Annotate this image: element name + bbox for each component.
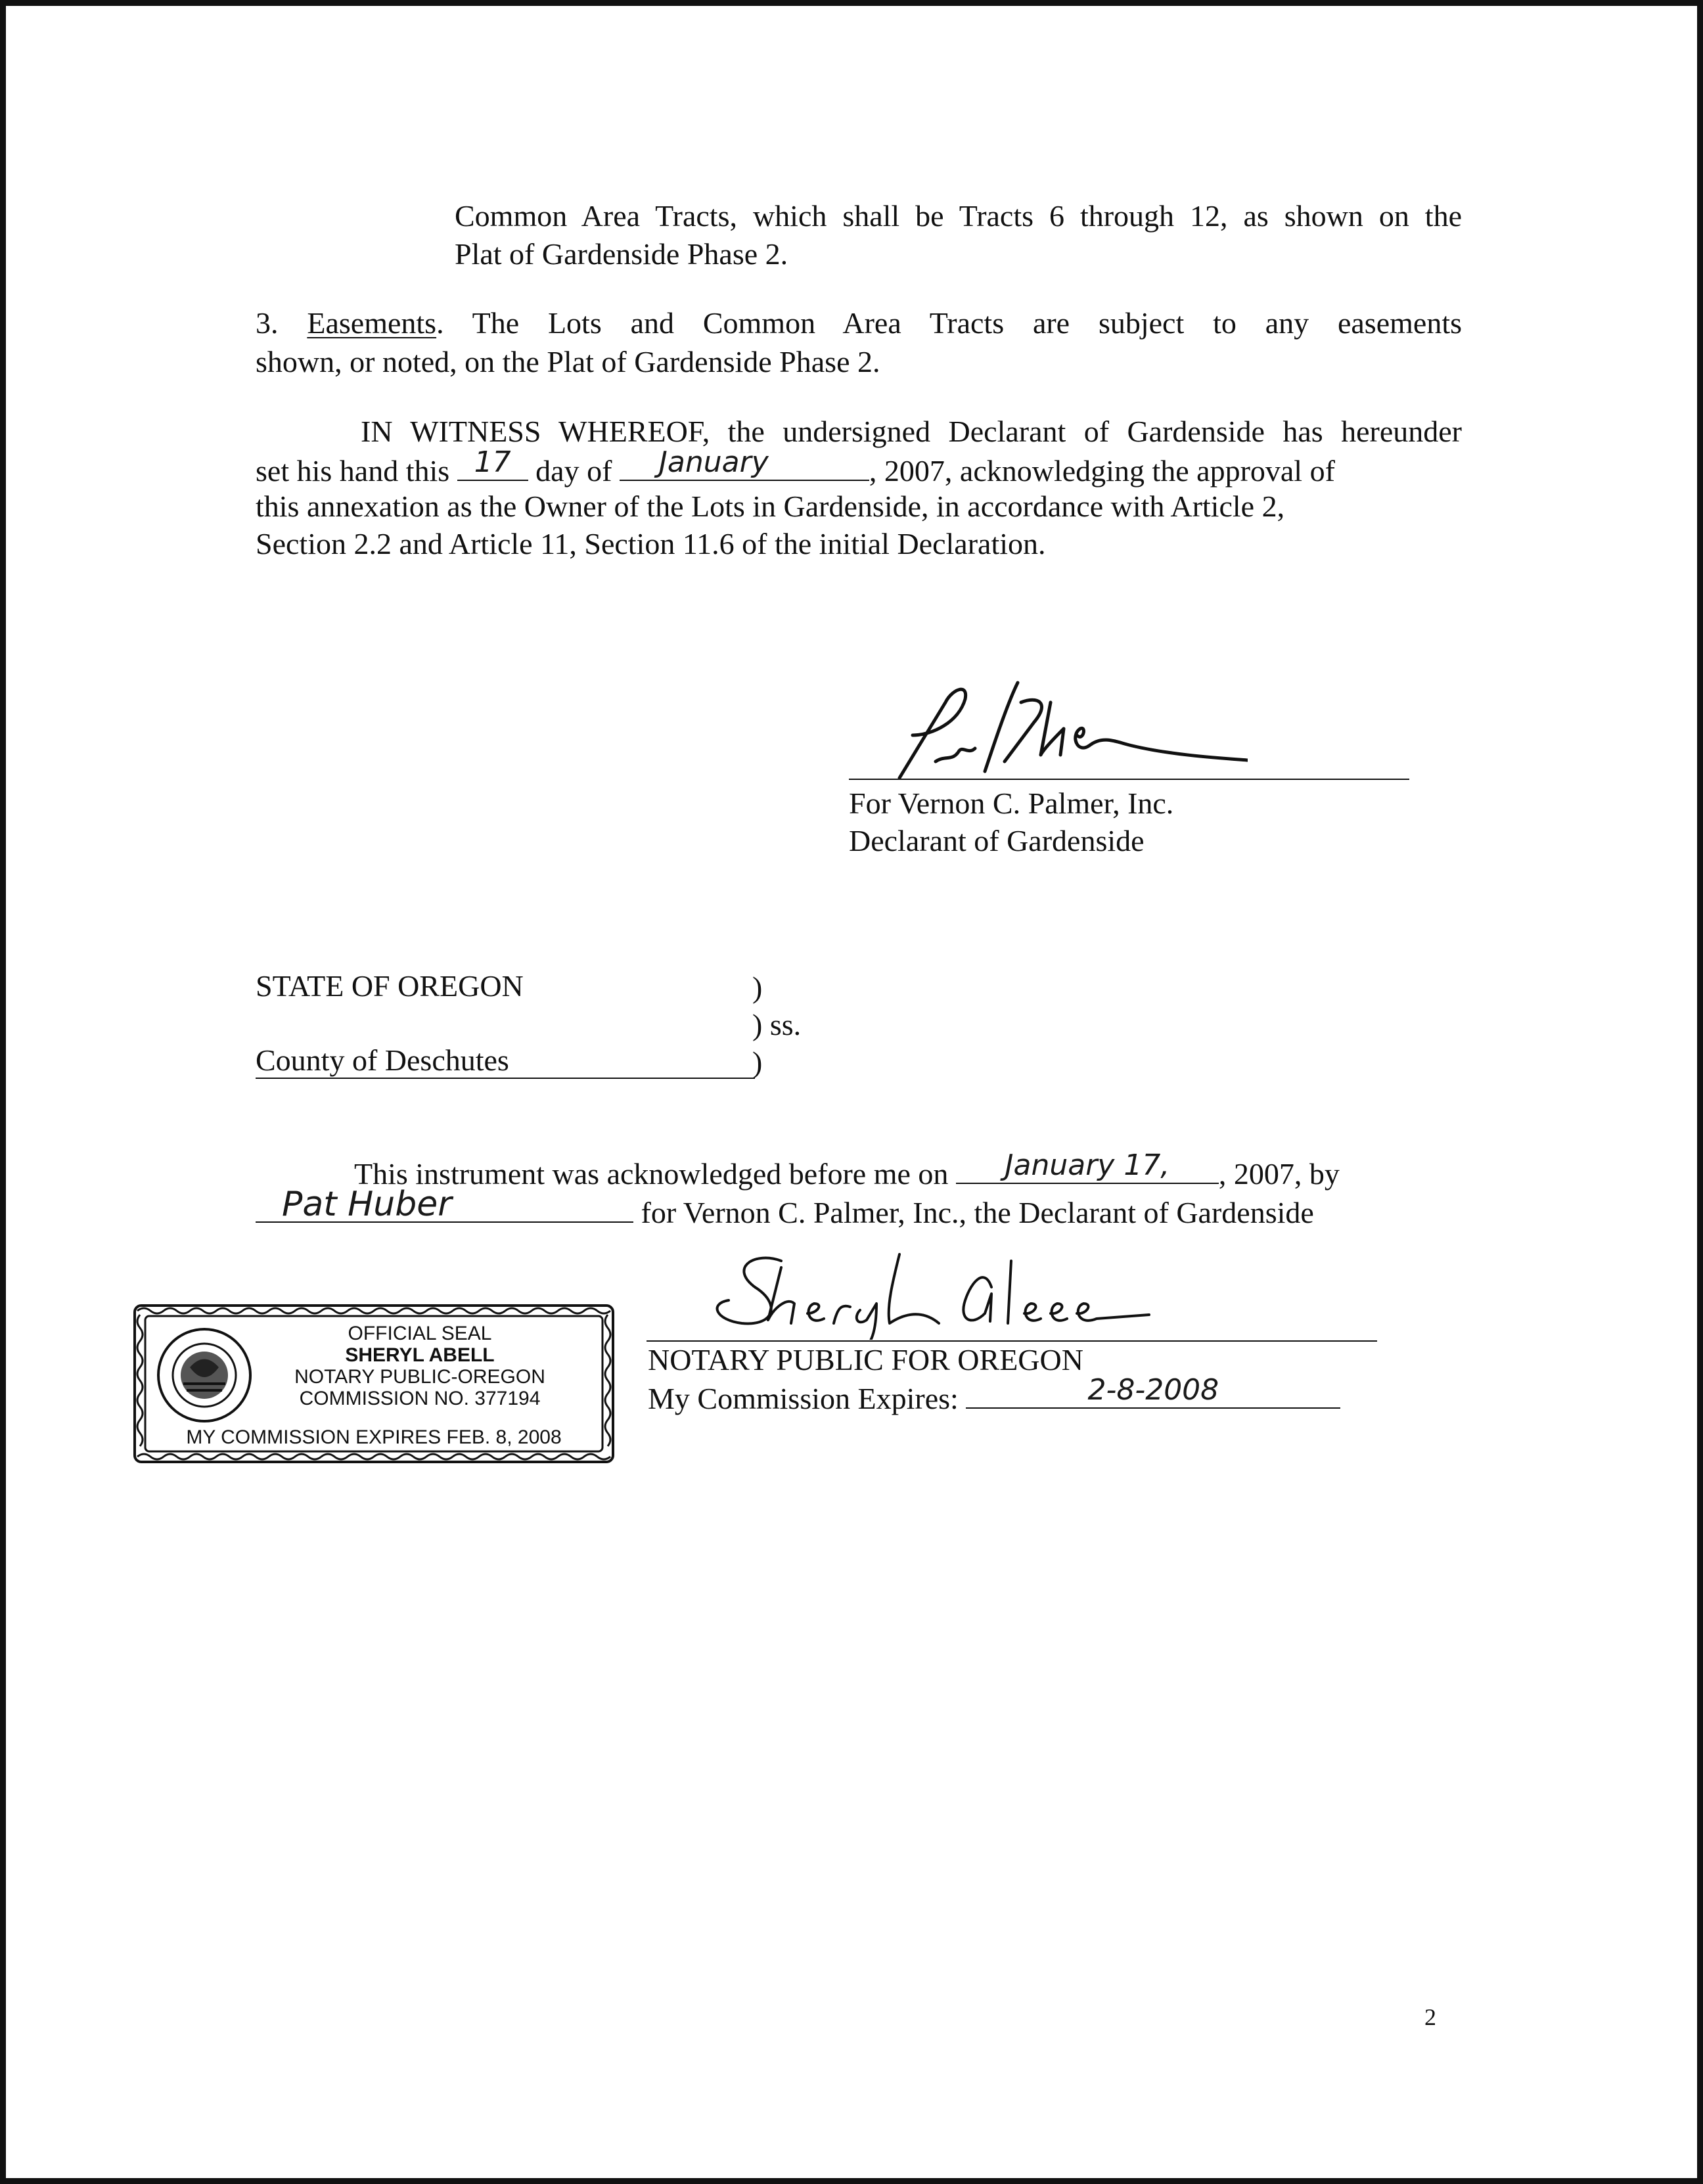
notary-expires-blank <box>966 1373 1340 1409</box>
tracts-line-2: Plat of Gardenside Phase 2. <box>455 237 788 271</box>
declarant-line-2: Declarant of Gardenside <box>849 824 1145 857</box>
month-handwritten: January <box>658 445 769 479</box>
ack-name-handwritten: Pat Huber <box>282 1185 452 1224</box>
ack-date-blank <box>956 1149 1219 1184</box>
ack-date-handwritten: January 17, <box>1005 1149 1170 1182</box>
seal-line-1: OFFICIAL SEAL <box>348 1323 492 1344</box>
section3-line-2: shown, or noted, on the Plat of Gardenside Phase 2. <box>256 345 880 378</box>
witness-line-1: IN WITNESS WHEREOF, the undersigned Declarant of Gardenside has hereunder <box>361 415 1462 448</box>
ack-prefix: This instrument was acknowledged before me on <box>354 1157 949 1191</box>
notary-expires-handwritten: 2-8-2008 <box>1087 1373 1219 1407</box>
witness-day-of: day of <box>535 454 612 488</box>
official-seal-stamp <box>131 1302 617 1466</box>
section3-text: . The Lots and Common Area Tracts are subject to any easements <box>436 306 1463 340</box>
notary-title: NOTARY PUBLIC FOR OREGON <box>648 1343 1083 1376</box>
notary-expires <box>648 1373 1340 1417</box>
seal-line-2: SHERYL ABELL <box>345 1344 495 1366</box>
venue-paren-3: ) <box>752 1045 763 1079</box>
witness-year: , 2007, acknowledging the approval of <box>869 454 1335 488</box>
ack-name-blank <box>256 1185 633 1224</box>
declarant-signature <box>853 663 1248 794</box>
venue-state: STATE OF OREGON <box>256 969 524 1003</box>
witness-line-4: Section 2.2 and Article 11, Section 11.6 of the initial Declaration. <box>256 527 1046 560</box>
venue-county-underline <box>256 1078 755 1079</box>
venue-paren-ss: ) ss. <box>752 1008 802 1041</box>
ack-name-suffix: for Vernon C. Palmer, Inc., the Declarant of Gardenside <box>641 1196 1314 1229</box>
day-handwritten: 17 <box>474 445 511 479</box>
seal-line-3: NOTARY PUBLIC-OREGON <box>294 1366 545 1388</box>
notary-expires-label: My Commission Expires: <box>648 1382 959 1415</box>
ack-line-2 <box>256 1185 1314 1231</box>
witness-line-3: this annexation as the Owner of the Lots in Gardenside, in accordance with Article 2, <box>256 489 1285 523</box>
month-blank <box>620 445 869 481</box>
seal-line-5: MY COMMISSION EXPIRES FEB. 8, 2008 <box>186 1426 562 1448</box>
day-blank <box>457 445 528 481</box>
section3-line-1 <box>256 305 1462 342</box>
witness-line-2 <box>256 445 1335 489</box>
notary-signature <box>702 1241 1162 1340</box>
seal-line-4: COMMISSION NO. 377194 <box>299 1388 541 1409</box>
section3-heading: Easements <box>307 306 437 340</box>
page-number: 2 <box>1424 2004 1436 2030</box>
declarant-line-1: For Vernon C. Palmer, Inc. <box>849 786 1174 820</box>
declarant-signature-line <box>849 779 1409 780</box>
tracts-line-1: Common Area Tracts, which shall be Tracts 6 through 12, as shown on the <box>455 199 1462 233</box>
section3-number: 3. <box>256 306 279 340</box>
venue-county: County of Deschutes <box>256 1043 509 1077</box>
witness-set-hand: set his hand this <box>256 454 450 488</box>
ack-year: , 2007, by <box>1218 1157 1340 1191</box>
venue-paren-1: ) <box>752 970 763 1004</box>
ack-line-1 <box>354 1149 1340 1193</box>
